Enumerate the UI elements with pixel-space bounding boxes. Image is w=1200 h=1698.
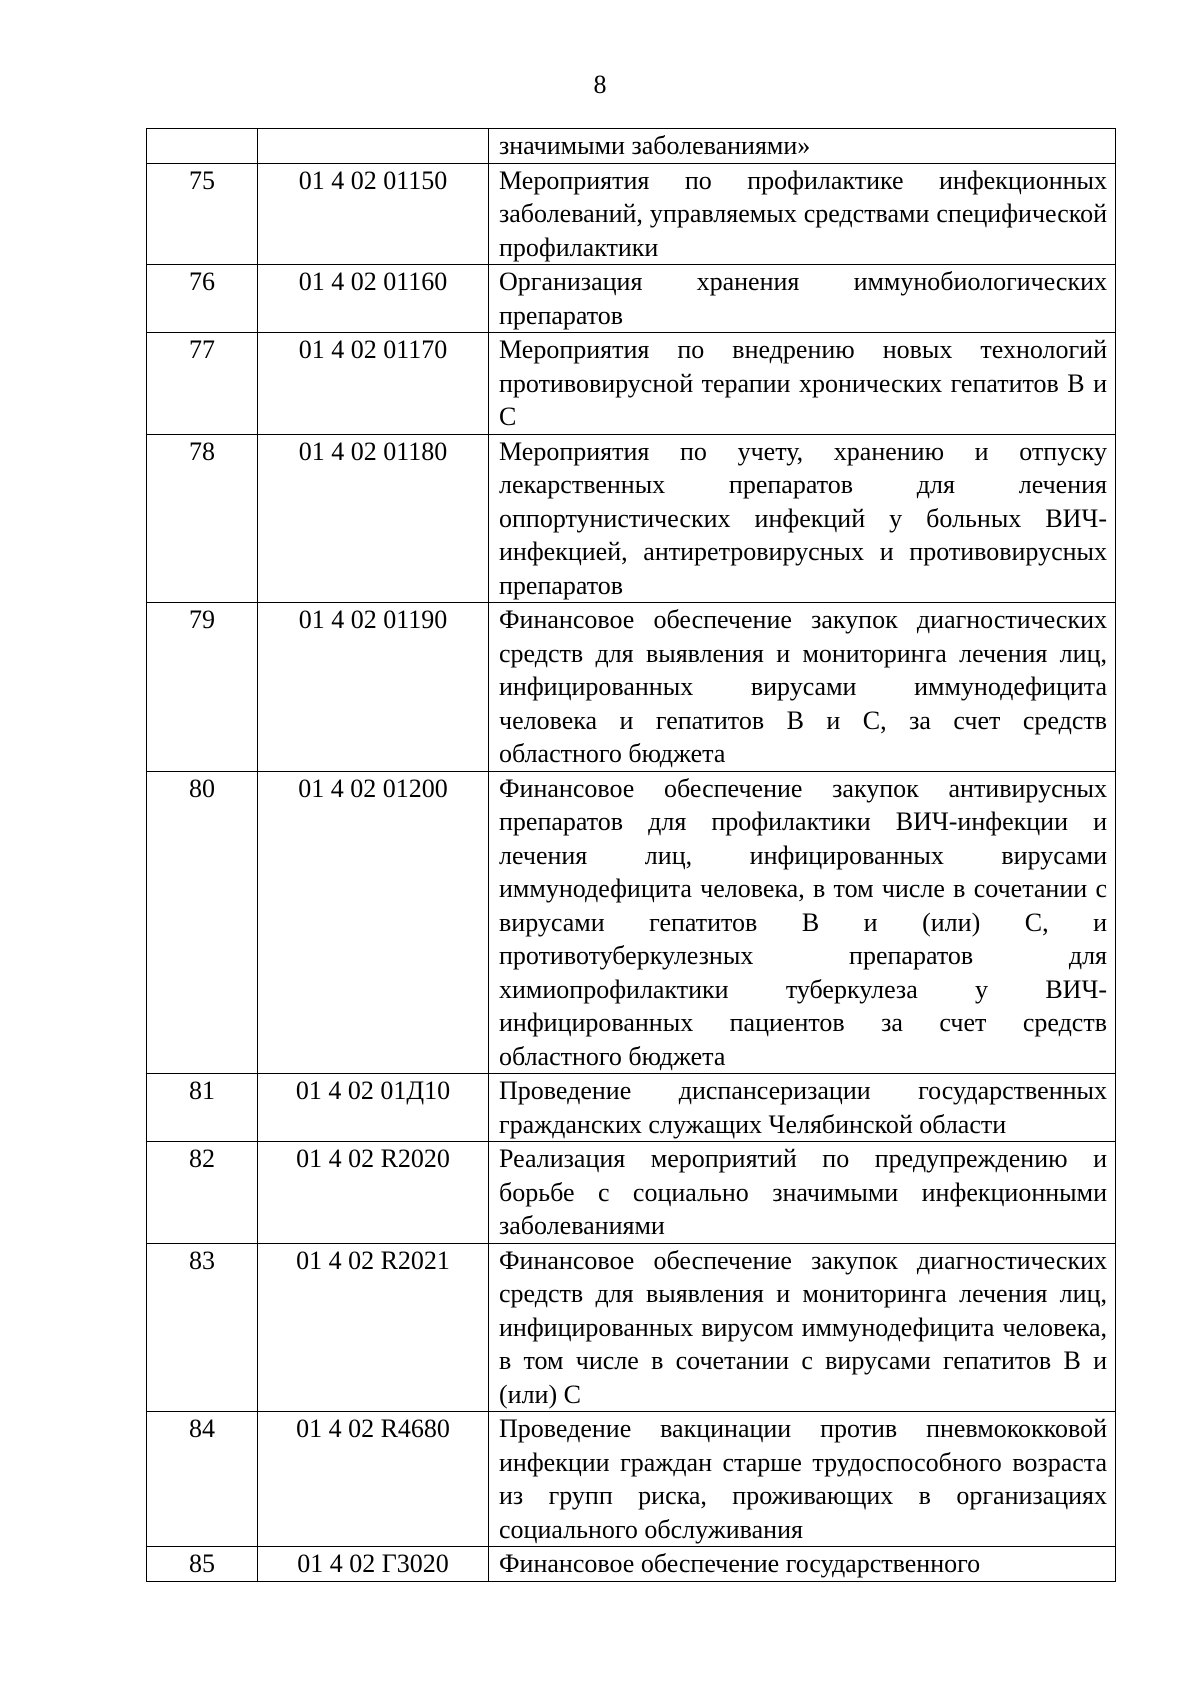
description-cell: Проведение вакцинации против пневмококковой инфекции граждан старше трудоспособного возраста из групп риска, проживающих в организациях социального обслуживания — [489, 1412, 1116, 1547]
table-row — [147, 333, 1116, 435]
budget-code-cell: 01 4 02 R2021 — [258, 1243, 489, 1412]
row-number-cell: 82 — [147, 1142, 258, 1244]
description-cell: Финансовое обеспечение закупок диагностических средств для выявления и мониторинга лечения лиц, инфицированных вирусом иммунодефицита человека, в том числе в сочетании с вирусами гепатитов В и (или) С — [489, 1243, 1116, 1412]
table-row — [147, 1074, 1116, 1142]
budget-code-cell: 01 4 02 01200 — [258, 771, 489, 1074]
budget-code-cell: 01 4 02 01180 — [258, 434, 489, 603]
description-cell: Финансовое обеспечение закупок диагностических средств для выявления и мониторинга лечения лиц, инфицированных вирусами иммунодефицита человека и гепатитов В и С, за счет средств областного бюджета — [489, 603, 1116, 772]
page-number: 8 — [593, 70, 607, 99]
budget-code-table — [146, 128, 1116, 1582]
description-cell: Мероприятия по профилактике инфекционных заболеваний, управляемых средствами специфической профилактики — [489, 163, 1116, 265]
table-row — [147, 1412, 1116, 1547]
row-number-cell: 79 — [147, 603, 258, 772]
budget-code-cell: 01 4 02 Г3020 — [258, 1547, 489, 1582]
description-cell: Мероприятия по учету, хранению и отпуску лекарственных препаратов для лечения оппортунистических инфекций у больных ВИЧ-инфекцией, антиретровирусных и противовирусных препаратов — [489, 434, 1116, 603]
row-number-cell: 81 — [147, 1074, 258, 1142]
table-row — [147, 163, 1116, 265]
budget-code-cell: 01 4 02 01Д10 — [258, 1074, 489, 1142]
description-cell: Финансовое обеспечение закупок антивирусных препаратов для профилактики ВИЧ-инфекции и лечения лиц, инфицированных вирусами иммунодефицита человека, в том числе в сочетании с вирусами гепатитов В и (или) С, и противотуберкулезных препаратов для химиопрофилактики туберкулеза у ВИЧ-инфицированных пациентов за счет средств областного бюджета — [489, 771, 1116, 1074]
row-number-cell: 75 — [147, 163, 258, 265]
table-row — [147, 265, 1116, 333]
description-cell: Организация хранения иммунобиологических препаратов — [489, 265, 1116, 333]
row-number-cell: 84 — [147, 1412, 258, 1547]
row-number-cell: 78 — [147, 434, 258, 603]
description-cell: Финансовое обеспечение государственного — [489, 1547, 1116, 1582]
row-number-cell: 76 — [147, 265, 258, 333]
budget-code-cell: 01 4 02 R2020 — [258, 1142, 489, 1244]
budget-code-cell: 01 4 02 R4680 — [258, 1412, 489, 1547]
table-body — [147, 129, 1116, 1582]
table-row — [147, 603, 1116, 772]
row-number-cell: 80 — [147, 771, 258, 1074]
table-row — [147, 129, 1116, 164]
table-row — [147, 771, 1116, 1074]
row-number-cell — [147, 129, 258, 164]
budget-code-cell: 01 4 02 01190 — [258, 603, 489, 772]
description-cell: Мероприятия по внедрению новых технологий противовирусной терапии хронических гепатитов В и С — [489, 333, 1116, 435]
table-row — [147, 434, 1116, 603]
budget-code-cell — [258, 129, 489, 164]
table-row — [147, 1243, 1116, 1412]
table-row — [147, 1547, 1116, 1582]
row-number-cell: 85 — [147, 1547, 258, 1582]
budget-code-cell: 01 4 02 01160 — [258, 265, 489, 333]
row-number-cell: 77 — [147, 333, 258, 435]
budget-code-cell: 01 4 02 01170 — [258, 333, 489, 435]
budget-code-cell: 01 4 02 01150 — [258, 163, 489, 265]
description-cell: Реализация мероприятий по предупреждению и борьбе с социально значимыми инфекционными заболеваниями — [489, 1142, 1116, 1244]
description-cell: значимыми заболеваниями» — [489, 129, 1116, 164]
description-cell: Проведение диспансеризации государственных гражданских служащих Челябинской области — [489, 1074, 1116, 1142]
row-number-cell: 83 — [147, 1243, 258, 1412]
table-row — [147, 1142, 1116, 1244]
